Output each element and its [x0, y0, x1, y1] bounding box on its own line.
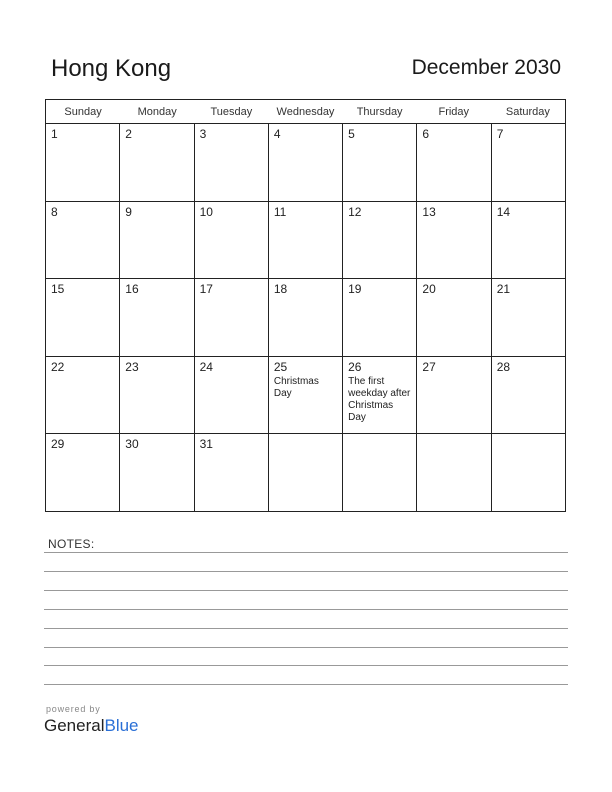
day-cell [417, 357, 491, 434]
notes-line [44, 571, 568, 572]
month-title: December 2030 [411, 56, 561, 79]
day-number: 14 [496, 204, 511, 219]
day-cell [120, 124, 194, 201]
day-cell [120, 202, 194, 279]
day-cell [46, 357, 120, 434]
notes-line [44, 665, 568, 666]
day-cell [343, 434, 417, 511]
country-title: Hong Kong [51, 55, 172, 82]
day-cell [120, 434, 194, 511]
notes-line [44, 628, 568, 629]
day-number: 24 [199, 359, 213, 374]
day-cell [46, 434, 120, 511]
day-number: 23 [125, 359, 139, 374]
calendar-week-row [46, 202, 565, 280]
brand-general: General [44, 716, 105, 735]
day-number: 18 [273, 282, 288, 297]
day-cell [492, 202, 565, 279]
day-number: 25 [273, 359, 288, 374]
weekday-sunday: Sunday [64, 106, 102, 118]
generalblue-logo [44, 716, 139, 736]
notes-line [44, 647, 568, 648]
day-cell [417, 124, 491, 201]
day-cell [195, 279, 269, 356]
weekday-header [46, 100, 565, 124]
notes-label: NOTES: [48, 537, 95, 551]
day-number: 10 [199, 204, 213, 219]
day-number: 4 [273, 127, 281, 141]
weekday-friday: Friday [438, 106, 470, 118]
day-number: 15 [51, 282, 65, 297]
day-cell [46, 279, 120, 356]
notes-line [44, 609, 568, 610]
notes-line [44, 552, 568, 553]
day-number: 11 [273, 204, 287, 219]
day-cell [492, 279, 565, 356]
calendar-week-row [46, 434, 565, 511]
day-number: 21 [496, 282, 511, 297]
holiday-label: The first weekday after Christmas Day [348, 375, 411, 423]
calendar-grid [45, 99, 566, 512]
day-number: 17 [199, 282, 213, 297]
day-cell [46, 124, 120, 201]
day-number: 12 [348, 204, 362, 219]
day-number: 16 [125, 282, 139, 297]
day-cell [417, 279, 491, 356]
day-number: 5 [348, 127, 355, 141]
day-cell [269, 434, 343, 511]
day-cell [417, 434, 491, 511]
day-cell [269, 124, 343, 201]
day-cell [195, 434, 269, 511]
calendar-week-row [46, 124, 565, 202]
day-cell [492, 124, 565, 201]
holiday-label: Christmas Day [273, 375, 319, 399]
day-number: 20 [422, 282, 436, 297]
day-cell [120, 357, 194, 434]
day-cell [46, 202, 120, 279]
day-cell [269, 202, 343, 279]
day-number: 27 [422, 359, 436, 374]
powered-by-text: powered by [46, 704, 101, 714]
day-number: 3 [199, 127, 207, 141]
calendar-week-row [46, 279, 565, 357]
day-cell [343, 279, 417, 356]
weekday-wednesday: Wednesday [276, 106, 335, 118]
day-cell [343, 124, 417, 201]
calendar-week-row [46, 357, 565, 435]
brand-blue: Blue [104, 716, 139, 735]
day-cell [417, 202, 491, 279]
day-number: 7 [496, 127, 504, 141]
day-cell [492, 357, 565, 434]
calendar-weeks [46, 124, 565, 511]
notes-line [44, 684, 568, 685]
day-cell [343, 202, 417, 279]
weekday-thursday: Thursday [356, 106, 403, 118]
day-cell [195, 357, 269, 434]
day-number: 29 [51, 437, 65, 452]
day-number: 1 [51, 127, 58, 141]
day-cell [343, 357, 417, 434]
day-number: 22 [51, 359, 65, 374]
day-number: 28 [496, 359, 511, 374]
day-cell [120, 279, 194, 356]
day-number: 8 [51, 204, 58, 219]
day-cell [492, 434, 565, 511]
day-number: 9 [125, 204, 132, 219]
notes-line [44, 590, 568, 591]
day-number: 6 [422, 127, 430, 141]
day-number: 26 [348, 359, 362, 374]
day-number: 19 [348, 282, 362, 297]
day-number: 30 [125, 437, 139, 452]
day-number: 31 [199, 437, 213, 452]
day-number: 2 [125, 127, 132, 141]
weekday-monday: Monday [137, 106, 177, 118]
weekday-tuesday: Tuesday [210, 106, 253, 118]
day-number: 13 [422, 204, 436, 219]
weekday-saturday: Saturday [505, 106, 550, 118]
day-cell [269, 357, 343, 434]
day-cell [195, 124, 269, 201]
day-cell [195, 202, 269, 279]
day-cell [269, 279, 343, 356]
